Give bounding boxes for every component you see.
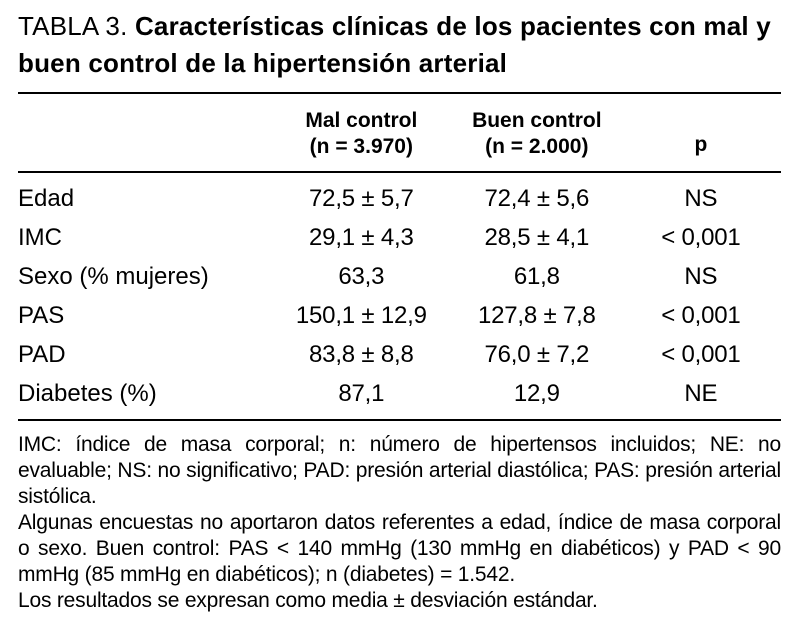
p-value: NS xyxy=(684,185,718,212)
table-body xyxy=(18,172,781,420)
table-row xyxy=(18,335,781,374)
buen-control-value: 28,5 ± 4,1 xyxy=(484,224,590,251)
column-header-buen-control xyxy=(453,94,621,172)
table-row xyxy=(18,218,781,257)
row-label: Diabetes (%) xyxy=(18,380,157,407)
buen-control-value: 12,9 xyxy=(513,380,560,407)
mal-control-value: 29,1 ± 4,3 xyxy=(309,224,414,251)
row-label: PAD xyxy=(18,341,66,368)
mal-control-value: 83,8 ± 8,8 xyxy=(309,341,414,368)
buen-control-value: 61,8 xyxy=(513,263,560,290)
p-value: < 0,001 xyxy=(661,224,741,251)
column-header-p: p xyxy=(694,133,708,156)
row-label: Edad xyxy=(18,185,75,212)
table-number-label: TABLA 3. xyxy=(18,11,128,41)
mal-control-label: Mal control xyxy=(305,109,418,132)
table-header xyxy=(18,94,781,172)
row-label: IMC xyxy=(18,224,62,251)
table-row xyxy=(18,296,781,335)
column-header-empty xyxy=(18,94,270,172)
footnote-results: Los resultados se expresan como media ± desviación estándar. xyxy=(18,589,598,612)
table-title xyxy=(18,8,781,82)
p-value: < 0,001 xyxy=(661,302,741,329)
table-title-text: Características clínicas de los pacientes con mal y buen control de la hipertensión arterial xyxy=(18,11,771,78)
mal-control-n: (n = 3.970) xyxy=(309,135,413,158)
buen-control-label: Buen control xyxy=(472,109,602,132)
p-value: NE xyxy=(684,380,718,407)
row-label: Sexo (% mujeres) xyxy=(18,263,209,290)
table-row xyxy=(18,257,781,296)
buen-control-value: 76,0 ± 7,2 xyxy=(484,341,590,368)
clinical-characteristics-table xyxy=(18,94,781,421)
p-value: < 0,001 xyxy=(661,341,741,368)
footnote-methods: Algunas encuestas no aportaron datos referentes a edad, índice de masa corporal o sexo. Buen control: PAS < 140 mmHg (130 mmHg en diabéticos) y PAD < 90 mmHg (85 mmHg en diabéticos); n (diabetes) = 1.542. xyxy=(18,511,781,586)
table-row xyxy=(18,172,781,218)
buen-control-n: (n = 2.000) xyxy=(485,135,589,158)
footnote-abbreviations: IMC: índice de masa corporal; n: número de hipertensos incluidos; NE: no evaluable; NS: no significativo; PAD: presión arterial diastólica; PAS: presión arterial sistólica. xyxy=(18,433,781,508)
mal-control-value: 87,1 xyxy=(338,380,385,407)
mal-control-value: 72,5 ± 5,7 xyxy=(309,185,414,212)
buen-control-value: 127,8 ± 7,8 xyxy=(477,302,596,329)
mal-control-value: 63,3 xyxy=(338,263,385,290)
table-row xyxy=(18,374,781,420)
buen-control-value: 72,4 ± 5,6 xyxy=(484,185,590,212)
row-label: PAS xyxy=(18,302,65,329)
mal-control-value: 150,1 ± 12,9 xyxy=(295,302,427,329)
column-header-mal-control xyxy=(270,94,453,172)
p-value: NS xyxy=(684,263,718,290)
table-footnotes xyxy=(18,432,781,614)
